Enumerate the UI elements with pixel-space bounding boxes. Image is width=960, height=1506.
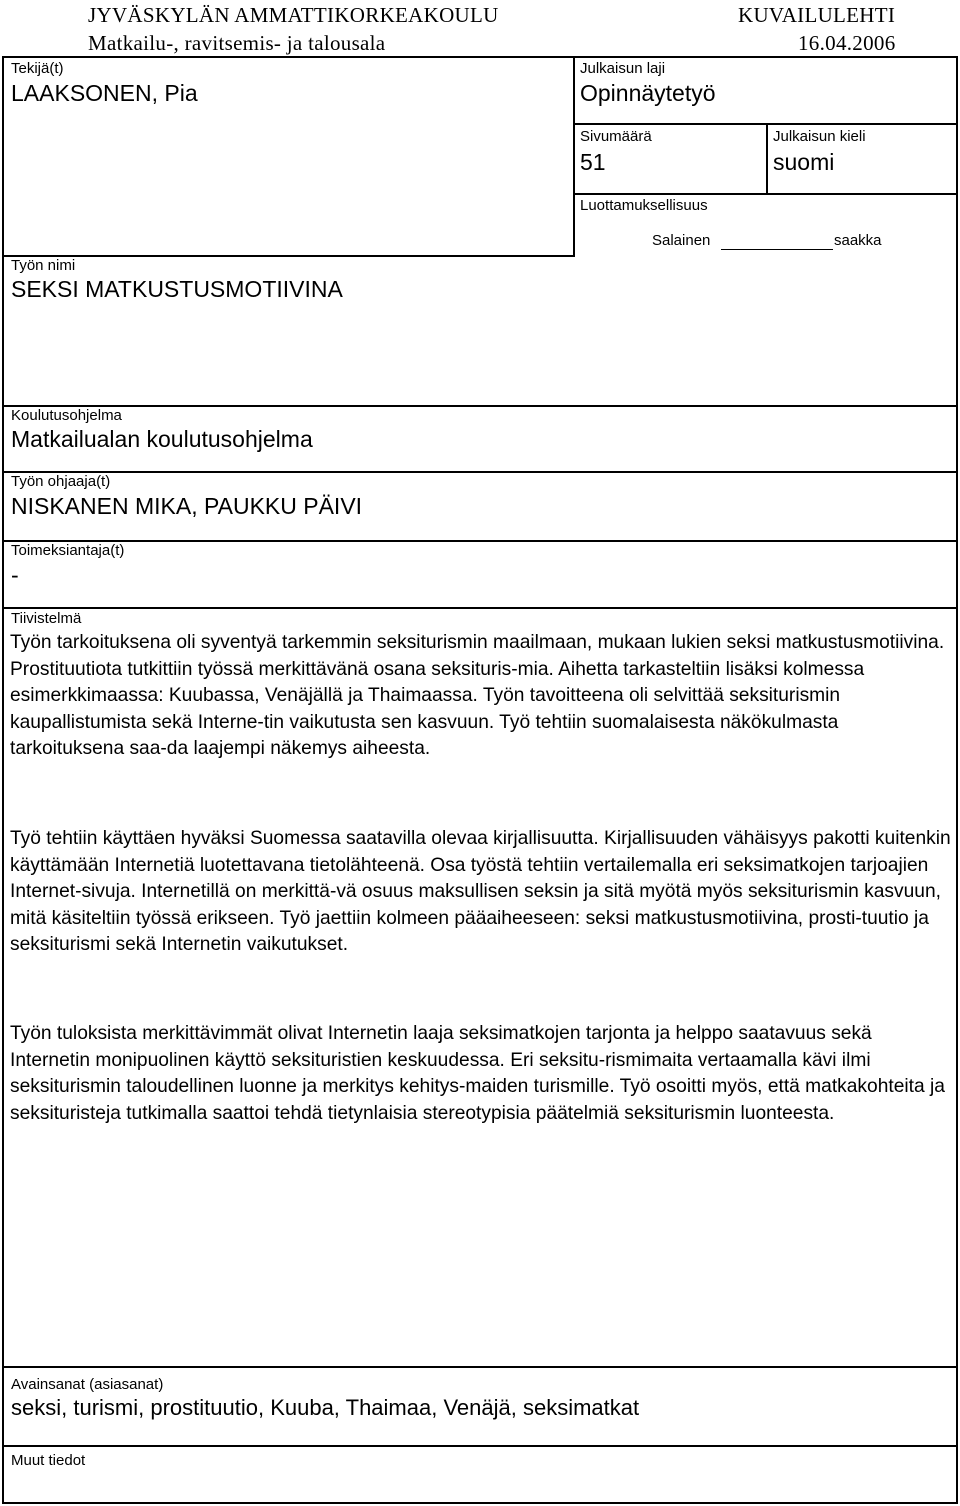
form-frame: [2, 56, 958, 1504]
supervisors-value: NISKANEN MIKA, PAUKKU PÄIVI: [11, 493, 363, 519]
publication-type-label: Julkaisun laji: [580, 60, 666, 77]
document-type: KUVAILULEHTI: [738, 3, 896, 27]
divider-commissioner: [2, 540, 958, 542]
pages-value: 51: [580, 149, 606, 175]
document-date: 16.04.2006: [798, 31, 896, 55]
keywords-label: Avainsanat (asiasanat): [11, 1376, 164, 1393]
language-value: suomi: [773, 149, 835, 175]
publication-type-value: Opinnäytetyö: [580, 80, 716, 106]
department-name: Matkailu-, ravitsemis- ja talousala: [88, 31, 386, 55]
until-label: saakka: [834, 232, 882, 249]
other-info-label: Muut tiedot: [11, 1452, 86, 1469]
programme-value: Matkailualan koulutusohjelma: [11, 426, 313, 452]
abstract-label: Tiivistelmä: [11, 610, 82, 627]
divider-vertical-main: [573, 56, 575, 256]
confidentiality-label: Luottamuksellisuus: [580, 197, 708, 214]
divider-supervisors: [2, 471, 958, 473]
keywords-value: seksi, turismi, prostituutio, Kuuba, Thaimaa, Venäjä, seksimatkat: [11, 1395, 640, 1420]
institution-name: JYVÄSKYLÄN AMMATTIKORKEAKOULU: [88, 3, 499, 27]
language-label: Julkaisun kieli: [773, 128, 866, 145]
divider-programme: [2, 405, 958, 407]
divider-other-info: [2, 1445, 958, 1447]
divider-abstract: [2, 607, 958, 609]
programme-label: Koulutusohjelma: [11, 407, 122, 424]
author-value: LAAKSONEN, Pia: [11, 80, 198, 106]
supervisors-label: Työn ohjaaja(t): [11, 473, 111, 490]
divider-title: [2, 255, 575, 257]
title-label: Työn nimi: [11, 257, 76, 274]
divider-keywords: [2, 1366, 958, 1368]
commissioner-value: -: [11, 562, 19, 588]
abstract-paragraph-2: Työ tehtiin käyttäen hyväksi Suomessa saatavilla olevaa kirjallisuutta. Kirjallisuuden vähäisyys pakotti kuitenkin käyttämään Internetiä luotettavana tietolähteenä. Osa työstä tehtiin vertailemalla eri seksimatkojen tarjoajien Internet-sivuja. Internetillä on merkittä-vä osuus maksullisen seksin ja sitä myötä myös seksiturismin kasvuun, mitä käsiteltiin työssä erikseen. Työ jaettiin kolmeen pääaiheeseen: seksi matkustusmotiivina, prosti-tuutio ja seksiturismi sekä Internetin vaikutukset.: [10, 828, 951, 955]
commissioner-label: Toimeksiantaja(t): [11, 542, 125, 559]
secret-label: Salainen: [652, 232, 711, 249]
abstract-paragraph-1: Työn tarkoituksena oli syventyä tarkemmin seksiturismin maailmaan, mukaan lukien seksi matkustusmotiivina. Prostituutiota tutkittiin työssä merkittävänä osana seksituris-mia. Aihetta tarkasteltiin lisäksi kolmessa esimerkkimaassa: Kuubassa, Venäjällä ja Thaimaassa. Työn tavoitteena oli selvittää seksiturismin kaupallistumista sekä Interne-tin vaikutusta sen kasvuun. Työ tehtiin suomalaisesta näkökulmasta tarkoituksena saa-da laajempi näkemys aiheesta.: [10, 632, 945, 759]
abstract-paragraph-3: Työn tuloksista merkittävimmät olivat Internetin laaja seksimatkojen tarjonta ja helppo saatavuus sekä Internetin monipuolinen käyttö seksituristien keskuudessa. Eri seksitu-rismimaita vertaamalla kävi ilmi seksiturismin taloudellinen luonne ja merkitys kehitys-maiden turismille. Työ osoitti myös, että matkakohteita ja seksituristeja tutkimalla saattoi tehdä tietynlaisia stereotypisia päätelmiä seksiturismin luonteesta.: [10, 1023, 945, 1124]
divider-confidentiality: [573, 193, 958, 195]
author-label: Tekijä(t): [11, 60, 64, 77]
secret-until-line: [721, 249, 833, 250]
pages-label: Sivumäärä: [580, 128, 652, 145]
title-value: SEKSI MATKUSTUSMOTIIVINA: [11, 276, 343, 302]
divider-pages-language: [766, 123, 768, 194]
